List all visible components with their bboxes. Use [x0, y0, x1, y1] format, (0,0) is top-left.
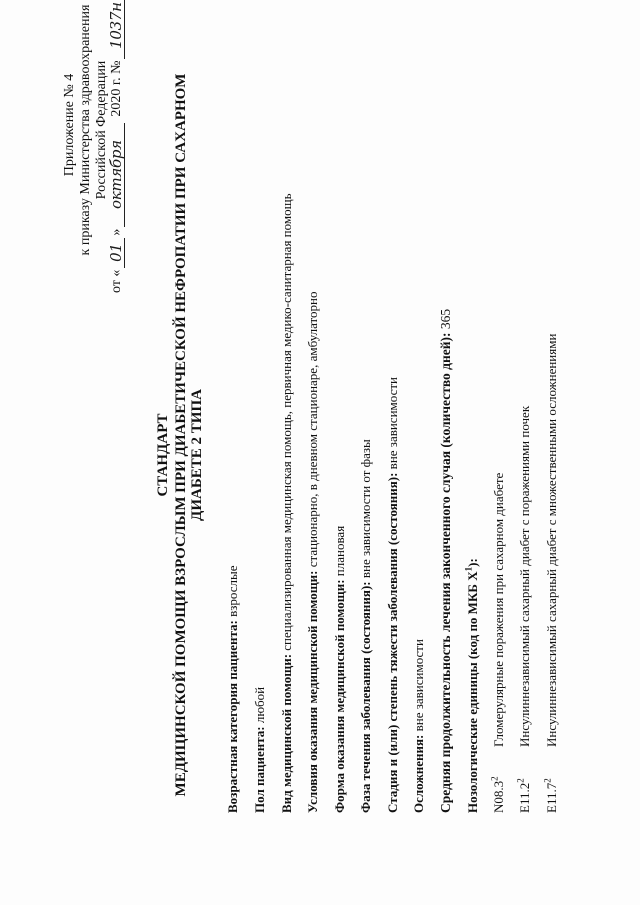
field-value: взрослые: [225, 565, 240, 621]
appendix-title: Приложение № 4: [62, 73, 77, 177]
document-title-standard: СТАНДАРТ: [155, 413, 171, 497]
field-label: Осложнения:: [411, 734, 426, 813]
field-label: Стадия и (или) степень тяжести заболевания (состояния):: [385, 472, 400, 813]
field-value: плановая: [332, 525, 347, 580]
appendix-order-line: к приказу Министерства здравоохранения: [78, 4, 93, 256]
field-label: Условия оказания медицинской помощи:: [305, 570, 320, 813]
field-value: специализированная медицинская помощь, первичная медико-санитарная помощь: [279, 193, 294, 654]
field-label: Форма оказания медицинской помощи:: [332, 579, 347, 813]
footnote-marker: 2: [515, 778, 526, 783]
icd-code-text: E11.2: [517, 782, 532, 813]
field-value: вне зависимости: [411, 639, 426, 735]
appendix-date-line: [109, 0, 125, 293]
icd-code-text: E11.7: [544, 782, 559, 813]
date-month: октября: [109, 123, 125, 227]
footnote-marker: 2: [542, 778, 553, 783]
footnote-marker: 2: [489, 776, 500, 781]
document-title-line-2: ДИАБЕТЕ 2 ТИПА: [189, 389, 205, 521]
field-treatment-duration: [438, 309, 453, 813]
field-nosology-header: [465, 558, 480, 813]
icd-code: [517, 778, 533, 813]
icd-code: [544, 778, 560, 813]
field-value: стационарно, в дневном стационаре, амбулаторно: [305, 291, 320, 571]
field-value: вне зависимости: [385, 377, 400, 473]
field-value: вне зависимости от фазы: [358, 439, 373, 582]
icd-code-description: Инсулиннезависимый сахарный диабет с поражениями почек: [517, 405, 532, 747]
date-middle: »: [109, 228, 124, 236]
footnote-marker: 1: [463, 566, 474, 572]
document-title-line-1: МЕДИЦИНСКОЙ ПОМОЩИ ВЗРОСЛЫМ ПРИ ДИАБЕТИЧЕСКОЙ НЕФРОПАТИИ ПРИ САХАРНОМ: [173, 73, 189, 797]
icd-code-description: Инсулиннезависимый сахарный диабет с множественными осложнениями: [544, 333, 559, 747]
field-label: Возрастная категория пациента:: [225, 620, 240, 813]
appendix-federation-line: Российской Федерации: [94, 60, 109, 200]
field-label: Нозологические единицы (код по МКБ X: [465, 571, 480, 813]
field-complications: [411, 639, 426, 813]
field-label: Фаза течения заболевания (состояния):: [358, 581, 373, 813]
order-number: 1037н: [109, 0, 125, 59]
field-care-conditions: [305, 291, 320, 813]
field-age-category: [225, 566, 240, 813]
field-value: 365: [438, 308, 453, 333]
date-year: 2020 г. №: [109, 60, 124, 117]
icd-code-text: N08.3: [491, 780, 506, 813]
field-label: Вид медицинской помощи:: [279, 653, 294, 813]
field-label-suffix: ):: [465, 558, 480, 567]
date-prefix: от «: [109, 269, 124, 293]
field-disease-phase: [358, 439, 373, 813]
icd-code-description: Гломерулярные поражения при сахарном диабете: [491, 472, 506, 747]
field-value: любой: [252, 686, 267, 727]
date-day: 01: [109, 238, 125, 268]
field-label: Пол пациента:: [252, 726, 267, 813]
icd-code: [491, 776, 507, 813]
field-disease-stage: [385, 377, 400, 813]
field-patient-sex: [252, 687, 267, 813]
field-care-type: [279, 193, 294, 813]
field-care-form: [332, 526, 347, 813]
field-label: Средняя продолжительность лечения законченного случая (количество дней):: [438, 332, 453, 813]
